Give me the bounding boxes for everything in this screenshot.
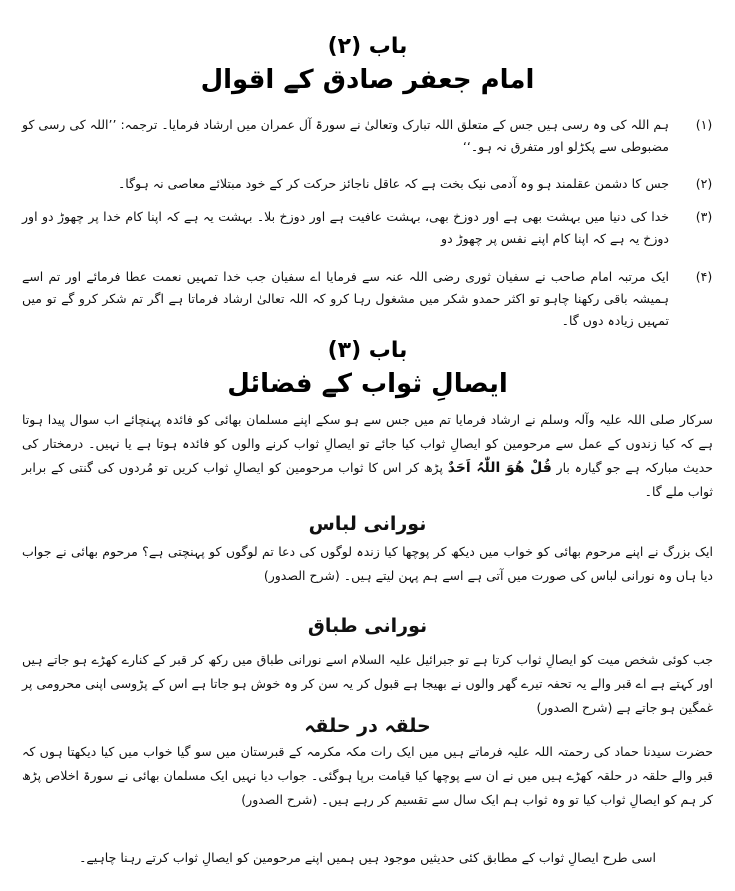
item-number: (۳) bbox=[695, 209, 713, 224]
chapter-3-title: ایصالِ ثواب کے فضائل bbox=[227, 369, 508, 399]
intro-end-text: پڑھ کر اس کا ثواب مرحومین کو ایصالِ ثواب کریں تو مُردوں کی گنتی کے برابر ثواب ملے گا۔ bbox=[22, 460, 713, 499]
saying-item-3 bbox=[22, 206, 721, 250]
saying-item-4 bbox=[22, 266, 721, 332]
item-text: ہم اللہ کی وہ رسی ہیں جس کے متعلق اللہ تبارک وتعالیٰ نے سورۃ آل عمران میں ارشاد فرمایا۔ ترجمہ: ’’اللہ کی رسی کو مضبوطی سے پکڑلو اور متفرق نہ ہو۔‘‘ bbox=[22, 117, 669, 154]
item-text: ایک مرتبہ امام صاحب نے سفیان ثوری رضی اللہ عنہ سے فرمایا اے سفیان جب خدا تمہیں نعمت عطا فرمائے اور تم اسے ہمیشہ باقی رکھنا چاہو تو اکثر حمدو شکر میں مشغول رہا کرو کہ اللہ تعالیٰ ارشاد فرماتا ہے اگر تم شکر کرو گے تو میں تمہیں زیادہ دوں گا۔ bbox=[22, 269, 669, 328]
closing-text: اسی طرح ایصالِ ثواب کے مطابق کئی حدیثیں موجود ہیں ہمیں اپنے مرحومین کو ایصالِ ثواب کرتے رہنا چاہیے۔ bbox=[79, 850, 656, 865]
item-number: (۲) bbox=[695, 176, 713, 191]
section-title-noorani-libas: نورانی لباس bbox=[308, 513, 427, 535]
chapter-3-number: باب (۳) bbox=[327, 338, 408, 363]
chapter-2-number: باب (۲) bbox=[327, 34, 408, 59]
arabic-verse: قُلْ ھُوَ اللّٰہُ اَحَدٌ bbox=[447, 460, 552, 476]
saying-item-1 bbox=[22, 114, 721, 158]
section-text-halqa: حضرت سیدنا حماد کی رحمتہ اللہ علیہ فرماتے ہیں میں ایک رات مکہ مکرمہ کے قبرستان میں سو گیا خواب میں کیا دیکھتا ہوں کہ قبر والے حلقہ در حلقہ کھڑے ہیں میں نے ان سے پوچھا کیا قیامت برپا ہوگئی۔ جواب دیا نہیں ایک مسلمان بھائی نے سورۃ اخلاص پڑھ کر ہم کو ایصالِ ثواب کیا تو وہ ثواب ہم ایک سال سے تقسیم کر رہے ہیں۔ (شرح الصدور) bbox=[22, 744, 713, 807]
item-number: (۱) bbox=[695, 117, 713, 132]
section-text-noorani-tabaq: جب کوئی شخص میت کو ایصالِ ثواب کرتا ہے تو جبرائیل علیہ السلام اسے نورانی طباق میں رکھ کر قبر کے کنارے کھڑے ہو جاتے ہیں اور کہتے ہے اے قبر والے یہ تحفہ تیرے گھر والوں نے بھیجا ہے قبول کر یہ سن کر وہ خوش ہو جاتا ہے اس کے پڑوسی اپنی محرومی پر غمگین ہو جاتے ہے (شرح الصدور) bbox=[22, 652, 713, 715]
intro-text: سرکار صلی اللہ علیہ وآلہ وسلم نے ارشاد فرمایا تم میں جس سے ہو سکے اپنے مسلمان بھائی کو فائدہ پہنچائے اب سوال پیدا ہوتا ہے کہ کیا زندوں کے عمل سے مرحومین کو ایصالِ ثواب کیا جائے تو ایصالِ ثواب کرنے والوں کو فائدہ ہوتا ہے یا نہیں۔ درمختار کی حدیث مبارکہ ہے جو گیارہ بار bbox=[22, 412, 714, 475]
item-text: خدا کی دنیا میں بہشت بھی ہے اور دوزخ بھی، بہشت عافیت ہے اور دوزخ بلا۔ بہشت یہ ہے کہ اپنا کام خدا پر چھوڑ دو اور دوزخ یہ ہے کہ اپنا کام اپنے نفس پر چھوڑ دو bbox=[22, 209, 669, 246]
chapter-3-intro bbox=[22, 408, 713, 504]
item-number: (۴) bbox=[695, 269, 713, 284]
section-title-halqa: حلقہ در حلقہ bbox=[304, 715, 431, 737]
item-text: جس کا دشمن عقلمند ہو وہ آدمی نیک بخت ہے کہ عاقل ناجائز حرکت کر کے خود مبتلائے معاصی نہ ہوگا۔ bbox=[117, 176, 669, 191]
section-text-noorani-libas: ایک بزرگ نے اپنے مرحوم بھائی کو خواب میں دیکھ کر پوچھا کیا زندہ لوگوں کی دعا تم لوگوں کو پہنچتی ہے؟ مرحوم بھائی نے جواب دیا ہاں وہ نورانی لباس کی صورت میں آتی ہے اسے ہم پہن لیتے ہیں۔ (شرح الصدور) bbox=[22, 544, 713, 583]
section-title-noorani-tabaq: نورانی طباق bbox=[307, 615, 428, 637]
saying-item-2 bbox=[22, 173, 721, 195]
chapter-2-title: امام جعفر صادق کے اقوال bbox=[200, 65, 535, 95]
